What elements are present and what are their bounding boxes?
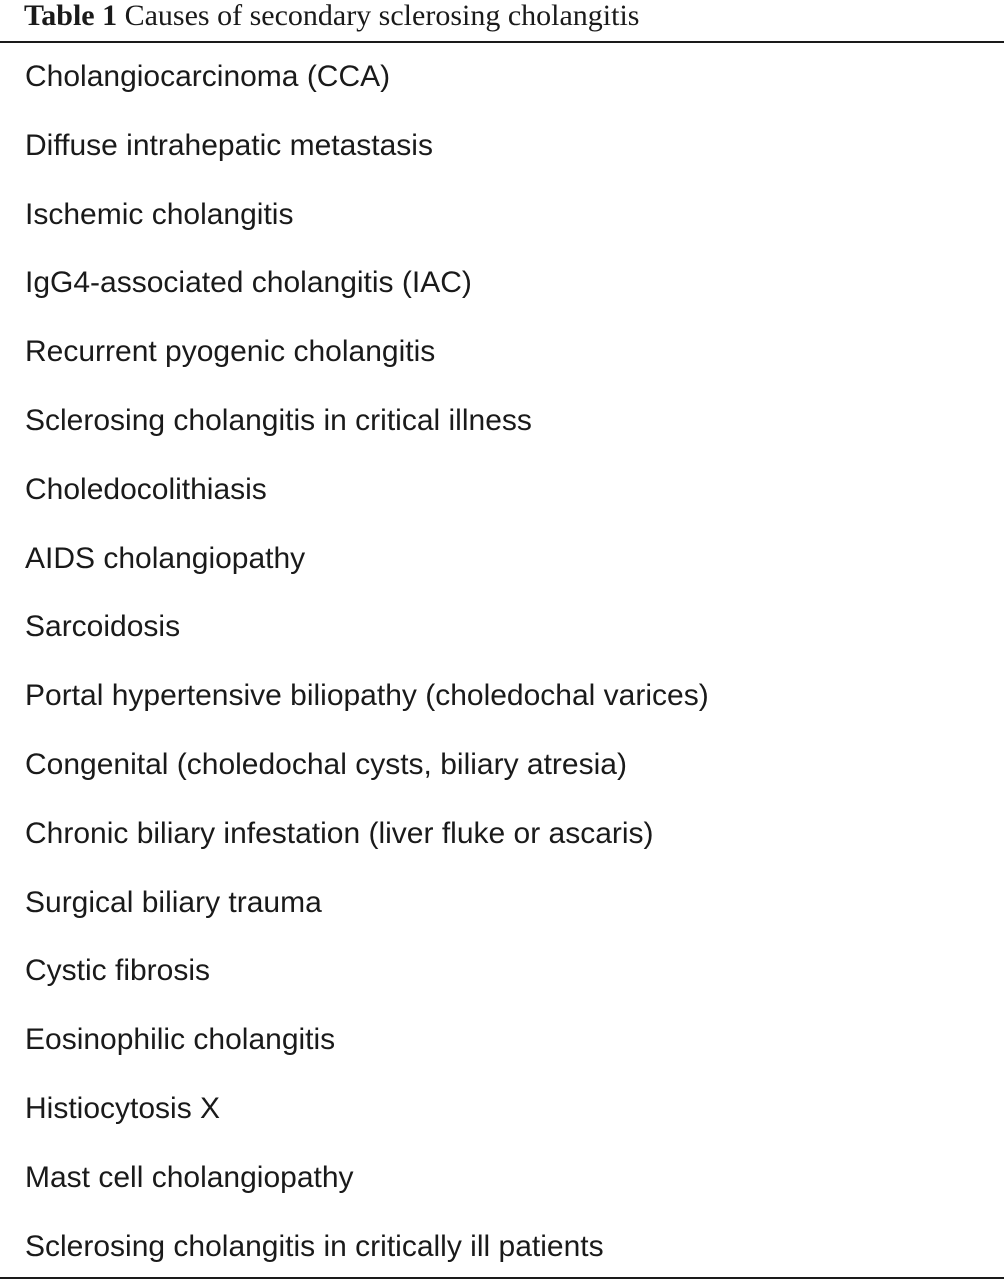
table-row: Mast cell cholangiopathy [25, 1160, 354, 1194]
table-row: Congenital (choledochal cysts, biliary atresia) [25, 747, 627, 781]
table-row: Surgical biliary trauma [25, 885, 322, 919]
table-row: Recurrent pyogenic cholangitis [25, 335, 436, 369]
table-row: AIDS cholangiopathy [25, 541, 306, 575]
table-row: Cholangiocarcinoma (CCA) [25, 60, 391, 93]
table-row: Chronic biliary infestation (liver fluke or ascaris) [25, 816, 654, 850]
table-bottom-rule [0, 1277, 1004, 1279]
table-row: Sarcoidosis [25, 610, 181, 644]
table-label: Table 1 [24, 0, 118, 32]
table-caption [24, 0, 639, 38]
table-row: Histiocytosis X [25, 1091, 221, 1125]
table-row: Cystic fibrosis [25, 954, 211, 988]
table-row: Sclerosing cholangitis in critical illness [25, 403, 532, 437]
table-row: IgG4-associated cholangitis (IAC) [25, 266, 472, 300]
table-title: Causes of secondary sclerosing cholangitis [124, 0, 640, 32]
table-row: Sclerosing cholangitis in critically ill patients [25, 1229, 604, 1263]
table-row: Ischemic cholangitis [25, 197, 294, 231]
table-row: Portal hypertensive biliopathy (choledochal varices) [25, 679, 709, 713]
table-row: Eosinophilic cholangitis [25, 1023, 336, 1057]
table-row: Diffuse intrahepatic metastasis [25, 128, 433, 162]
table-row: Choledocolithiasis [25, 472, 267, 506]
table-body [0, 43, 1004, 1281]
